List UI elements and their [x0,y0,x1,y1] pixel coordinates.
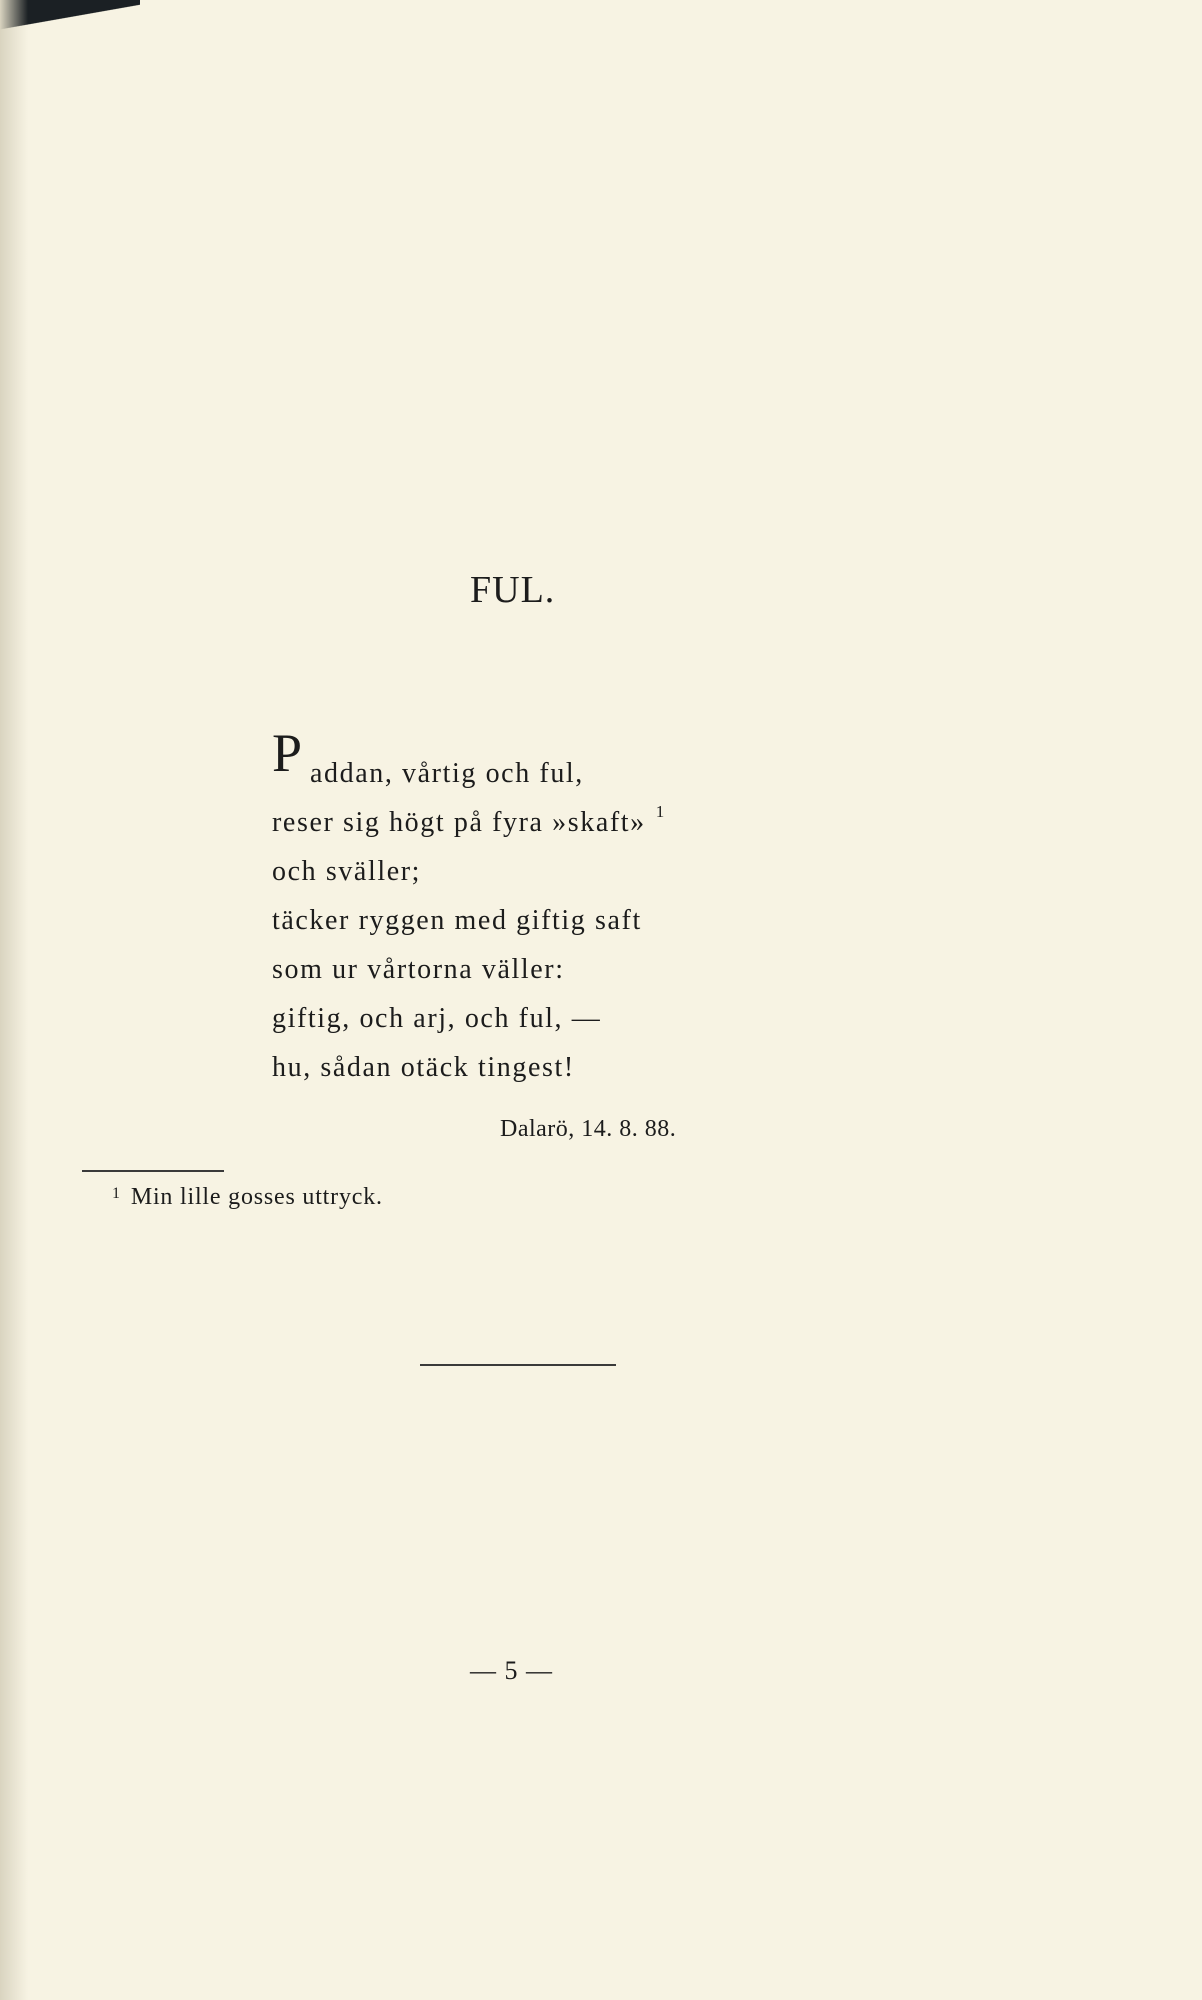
dateline: Dalarö, 14. 8. 88. [500,1116,677,1142]
poem-line-7 [272,1034,832,1083]
footnote [112,1184,383,1211]
poem-body [272,723,832,1083]
footnote-text: Min lille gosses uttryck. [130,1184,383,1210]
end-divider [420,1364,616,1366]
poem-line-4-text: täcker ryggen med giftig saft [272,905,642,936]
poem-line-5 [272,936,832,985]
poem-title: FUL. [470,569,556,611]
poem-line-1 [272,723,832,789]
poem-line-2-text: reser sig högt på fyra »skaft» [272,807,646,838]
poem-line-3 [272,838,832,887]
footnote-reference: 1 [655,802,666,821]
poem-line-6-text: giftig, och arj, och ful, — [272,1003,602,1034]
footnote-marker: 1 [112,1185,121,1202]
page-edge-shadow [0,0,28,2000]
drop-initial: P [272,723,304,783]
poem-line-5-text: som ur vårtorna väller: [272,954,565,985]
footnote-divider [82,1170,224,1172]
poem-line-1-text: addan, vårtig och ful, [310,758,584,789]
poem-line-3-text: och sväller; [272,856,422,887]
poem-line-6 [272,985,832,1034]
poem-line-4 [272,887,832,936]
poem-line-7-text: hu, sådan otäck tingest! [272,1052,575,1083]
poem-line-2 [272,789,832,838]
page-number: — 5 — [470,1656,553,1685]
